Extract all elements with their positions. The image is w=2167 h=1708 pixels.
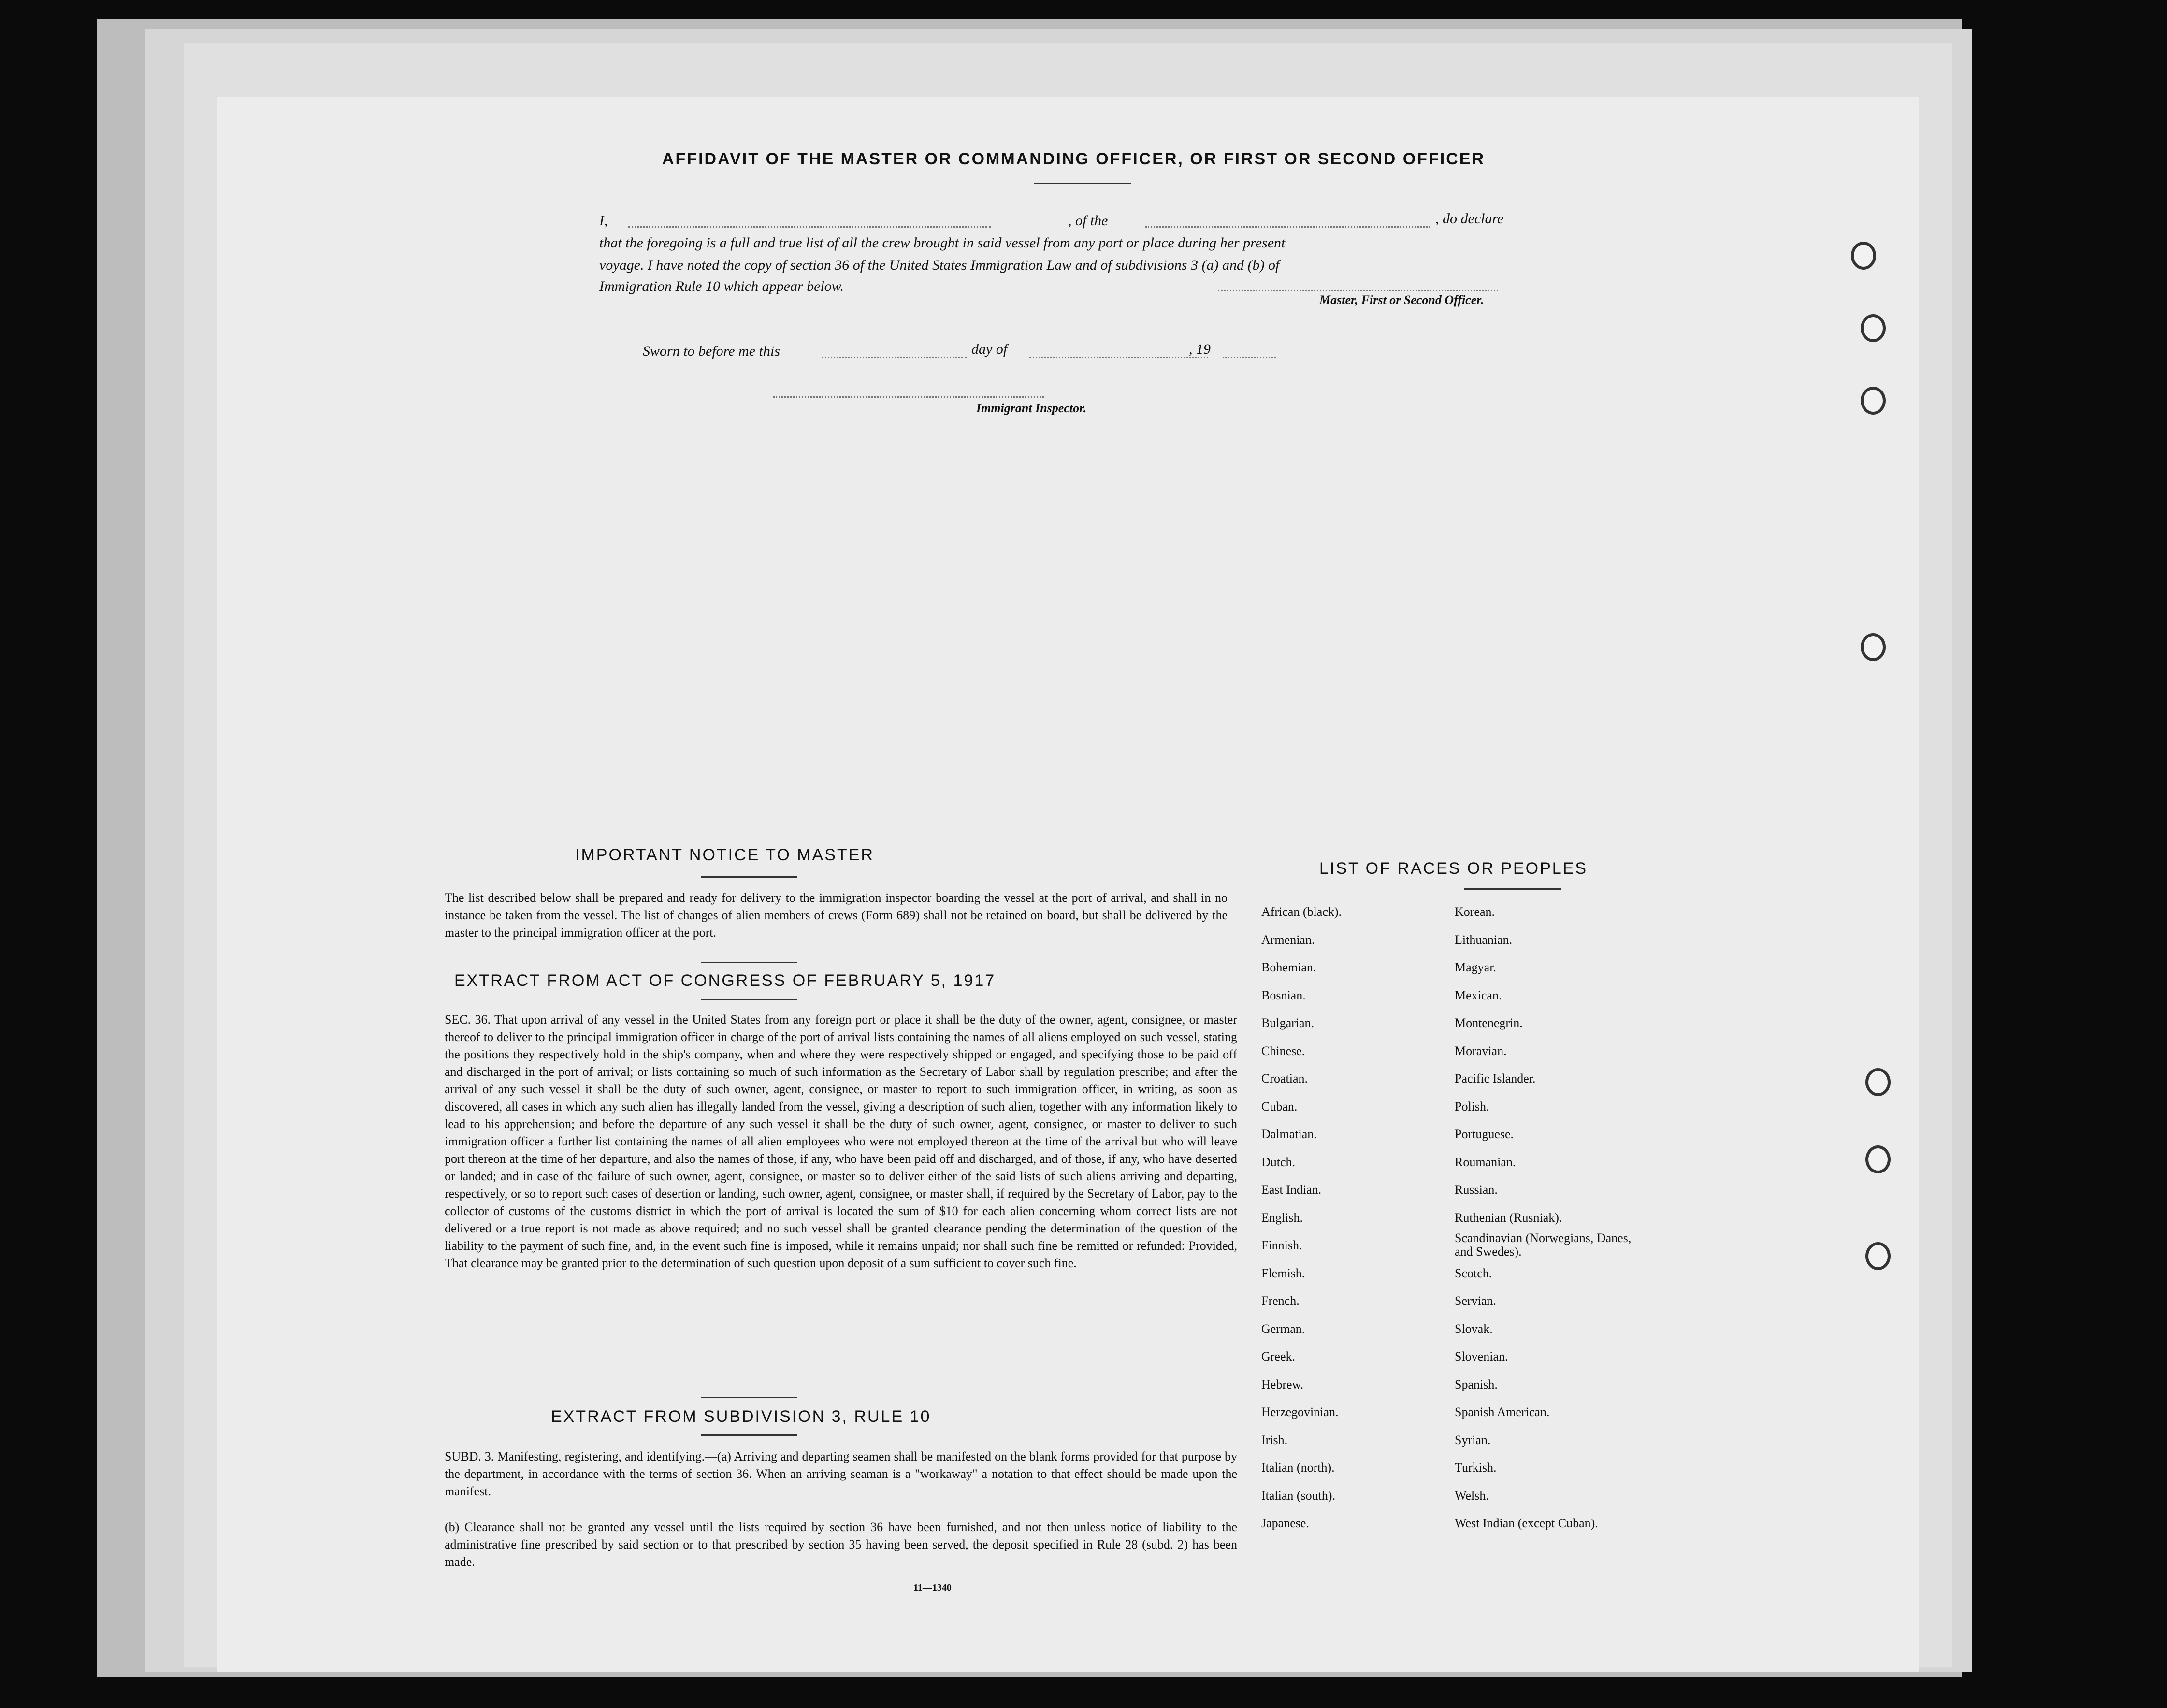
race-item: Spanish American. — [1455, 1405, 1550, 1419]
act-body: SEC. 36. That upon arrival of any vessel in the United States from any foreign port or place it shall be the duty of the owner, agent, consignee, or master thereof to deliver to the principal immigration officer in charge of the port of arrival lists containing the names of all aliens employed on such vessel, stating the positions they respectively hold in the ship's company, when and where they were respectively shipped or engaged, and specifying those to be paid off and discharged in the port of arrival; or lists containing so much of such information as the Secretary of Labor shall by regulation prescribe; and after the arrival of any such vessel it shall be the duty of such owner, agent, consignee, or master to report to such immigration officer, in writing, as soon as discovered, all cases in which any such alien has illegally landed from the vessel, giving a description of such alien, together with any information likely to lead to his apprehension; and before the departure of any such vessel it shall be the duty of such owner, agent, consignee, or master to deliver to such immigration officer a further list containing the names of all alien employees who were not employed thereon at the time of the arrival but who will leave port thereon at the time of her departure, and also the names of those, if any, who have been paid off and discharged, and of those, if any, who have deserted or landed; and in case of the failure of such owner, agent, consignee, or master so to deliver either of the said lists of such aliens arriving and departing, respectively, or so to report such cases of desertion or landing, such owner, agent, consignee, or master shall, if required by the Secretary of Labor, pay to the collector of customs of the customs district in which the port of arrival is located the sum of $10 for each alien concerning whom correct lists are not delivered or a true report is not made as above required; and no such vessel shall be granted clearance pending the determination of the question of the liability to the payment of such fine, and, in the event such fine is imposed, while it remains unpaid; nor shall such fine be remitted or refunded: Provided, That clearance may be granted prior to the determination of such question upon deposit of a sum sufficient to cover such fine. — [445, 1013, 1237, 1270]
race-item: German. — [1261, 1321, 1305, 1336]
race-item: French. — [1261, 1294, 1300, 1308]
race-item: Scandinavian (Norwegians, Danes, and Swedes). — [1455, 1231, 1632, 1259]
race-item: Irish. — [1261, 1433, 1288, 1447]
punch-hole — [1861, 314, 1886, 342]
race-item: Roumanian. — [1455, 1155, 1516, 1169]
punch-hole — [1851, 242, 1876, 270]
race-item: Greek. — [1261, 1349, 1296, 1363]
punch-hole — [1865, 1068, 1891, 1096]
rule-underline — [701, 1434, 797, 1436]
rule-body-b: (b) Clearance shall not be granted any vessel until the lists required by section 36 have been furnished, and not then unless notice of liability to the administrative fine prescribed by said section or to that prescribed by section 35 having been served, the deposit specified in Rule 28 (subd. 2) has been made. — [445, 1520, 1237, 1569]
master-signature-field[interactable] — [1218, 290, 1498, 291]
affidavit-line3: voyage. I have noted the copy of section 36 of the United States Immigration Law and of subdivisions 3 (a) and (b) of — [599, 257, 1280, 273]
affidavit-i: I, — [599, 213, 608, 229]
document-page — [217, 97, 1919, 1672]
race-item: Flemish. — [1261, 1266, 1305, 1280]
punch-hole — [1861, 633, 1886, 661]
act-divider — [701, 1397, 797, 1398]
affidavit-line4: Immigration Rule 10 which appear below. — [599, 278, 844, 294]
races-left-column — [1261, 898, 1342, 1537]
notice-divider — [701, 962, 797, 963]
race-item: Japanese. — [1261, 1516, 1309, 1530]
race-item: African (black). — [1261, 905, 1342, 919]
sworn-year-field[interactable] — [1223, 357, 1276, 358]
affidavit-title: AFFIDAVIT OF THE MASTER OR COMMANDING OFFICER, OR FIRST OR SECOND OFFICER — [662, 150, 1485, 168]
sworn-day-field[interactable] — [822, 357, 967, 358]
race-item: Pacific Islander. — [1455, 1071, 1536, 1086]
race-item: Servian. — [1455, 1294, 1496, 1308]
inspector-caption: Immigrant Inspector. — [976, 401, 1087, 415]
form-number: 11—1340 — [913, 1582, 952, 1593]
race-item: Italian (south). — [1261, 1488, 1336, 1503]
notice-underline — [701, 876, 797, 878]
rule-body-a: SUBD. 3. Manifesting, registering, and identifying.—(a) Arriving and departing seamen shall be manifested on the blank forms provided for that purpose by the department, in accordance with the terms of section 36. When an arriving seaman is a "workaway" a notation to that effect should be made upon the manifest. — [445, 1449, 1237, 1498]
affidavit-of-the: , of the — [1068, 213, 1108, 229]
sworn-month-field[interactable] — [1029, 357, 1208, 358]
races-underline — [1464, 888, 1561, 890]
race-item: Slovenian. — [1455, 1349, 1508, 1363]
race-item: Spanish. — [1455, 1377, 1498, 1391]
race-item: Italian (north). — [1261, 1461, 1335, 1475]
sworn-text: Sworn to before me this — [643, 343, 780, 359]
race-item: Welsh. — [1455, 1488, 1489, 1503]
race-item: Croatian. — [1261, 1071, 1308, 1086]
race-item: Russian. — [1455, 1183, 1498, 1197]
rule-title: EXTRACT FROM SUBDIVISION 3, RULE 10 — [551, 1407, 931, 1426]
title-underline — [1034, 183, 1131, 184]
race-item: Finnish. — [1261, 1238, 1302, 1252]
name-field[interactable] — [628, 226, 991, 228]
punch-hole — [1861, 387, 1886, 415]
year-text: , 19 — [1189, 341, 1211, 357]
race-item: Scotch. — [1455, 1266, 1492, 1280]
race-item: Lithuanian. — [1455, 932, 1513, 947]
affidavit-declare: , do declare — [1435, 211, 1504, 227]
race-item: Slovak. — [1455, 1321, 1493, 1336]
race-item: Bohemian. — [1261, 960, 1316, 974]
master-caption: Master, First or Second Officer. — [1319, 293, 1484, 307]
race-item: East Indian. — [1261, 1183, 1322, 1197]
races-right-column — [1455, 898, 1638, 1537]
race-item: Korean. — [1455, 905, 1495, 919]
race-item: Bulgarian. — [1261, 1016, 1315, 1030]
notice-title: IMPORTANT NOTICE TO MASTER — [575, 846, 874, 864]
race-item: Magyar. — [1455, 960, 1496, 974]
race-item: West Indian (except Cuban). — [1455, 1516, 1598, 1530]
act-underline — [701, 999, 797, 1000]
race-item: Bosnian. — [1261, 988, 1306, 1002]
race-item: Polish. — [1455, 1099, 1489, 1114]
affidavit-line2: that the foregoing is a full and true list of all the crew brought in said vessel from any port or place during her present — [599, 235, 1286, 251]
vessel-field[interactable] — [1145, 226, 1430, 228]
punch-hole — [1865, 1242, 1891, 1270]
race-item: Chinese. — [1261, 1043, 1305, 1058]
race-item: Ruthenian (Rusniak). — [1455, 1210, 1562, 1225]
race-item: Dalmatian. — [1261, 1127, 1317, 1141]
race-item: Turkish. — [1455, 1461, 1497, 1475]
race-item: Portuguese. — [1455, 1127, 1514, 1141]
punch-hole — [1865, 1145, 1891, 1173]
day-of-text: day of — [971, 341, 1008, 357]
race-item: Mexican. — [1455, 988, 1502, 1002]
inspector-signature-field[interactable] — [773, 396, 1044, 398]
races-title: LIST OF RACES OR PEOPLES — [1319, 859, 1588, 878]
act-title: EXTRACT FROM ACT OF CONGRESS OF FEBRUARY 5, 1917 — [454, 971, 996, 990]
race-item: Hebrew. — [1261, 1377, 1304, 1391]
race-item: Moravian. — [1455, 1043, 1507, 1058]
race-item: Armenian. — [1261, 932, 1315, 947]
race-item: Syrian. — [1455, 1433, 1491, 1447]
notice-body: The list described below shall be prepared and ready for delivery to the immigration inspector boarding the vessel at the port of arrival, and shall in no instance be taken from the vessel. The list of changes of alien members of crews (Form 689) shall not be retained on board, but shall be delivered by the master to the principal immigration officer at the port. — [445, 891, 1228, 940]
race-item: Dutch. — [1261, 1155, 1296, 1169]
race-item: Cuban. — [1261, 1099, 1298, 1114]
race-item: Herzegovinian. — [1261, 1405, 1339, 1419]
race-item: English. — [1261, 1210, 1303, 1225]
race-item: Montenegrin. — [1455, 1016, 1523, 1030]
